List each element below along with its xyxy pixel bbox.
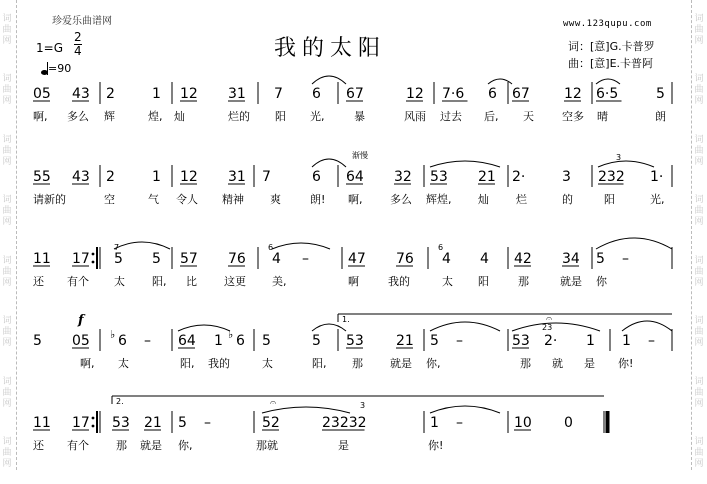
lyric: 阳 (478, 275, 489, 288)
note: 5 (656, 86, 665, 102)
slur (596, 79, 620, 84)
slur (178, 325, 230, 331)
note: 6·5 (596, 86, 619, 102)
watermark-text: 词 曲 网 (694, 316, 704, 349)
lyric: 有个 (67, 275, 89, 288)
lyric: 烂 (516, 193, 527, 206)
note: 1 (622, 333, 631, 349)
note: 2 (106, 169, 115, 185)
triplet-mark: 3 (616, 153, 622, 162)
lyric: 暴 (354, 110, 365, 123)
note: – (622, 251, 629, 267)
note: 6 (488, 86, 497, 102)
lyric: 请新的 (33, 193, 66, 206)
note: 76 (228, 251, 246, 267)
lyric: 令人 (176, 193, 198, 206)
slur (430, 161, 500, 167)
lyric: 灿 (174, 110, 185, 123)
time-numerator: 2 (74, 30, 82, 44)
slur (114, 242, 170, 249)
composer-credit: 曲：[意]E.卡普阿 (568, 57, 654, 70)
lyric: 啊, (348, 193, 363, 206)
note: 2· (544, 333, 558, 349)
lyric: 辉煌, (426, 193, 452, 206)
lyric: 那 (116, 439, 127, 452)
lyric: 光, (650, 193, 665, 206)
note: 6 (312, 169, 321, 185)
note: 34 (562, 251, 580, 267)
note: 5 (152, 251, 161, 267)
note: 21 (396, 333, 414, 349)
note: – (648, 333, 655, 349)
lyric: 阳, (180, 357, 195, 370)
repeat-dot (92, 425, 95, 428)
watermark-text: 词 曲 网 (694, 376, 704, 409)
forte-mark: f (78, 313, 84, 328)
watermark-text: 词 曲 网 (2, 255, 12, 288)
note: – (144, 333, 151, 349)
lyric: 空 (104, 193, 115, 206)
volta-one-label: 1. (342, 315, 350, 324)
note: 21 (478, 169, 496, 185)
note: 05 (72, 333, 90, 349)
note: 7 (274, 86, 283, 102)
note: 53 (430, 169, 448, 185)
lyric: 就是 (140, 439, 162, 452)
lyric: 我的 (208, 357, 230, 370)
note: 5 (312, 333, 321, 349)
note: 1 (214, 333, 223, 349)
lyric: 晴 (597, 110, 608, 123)
lyric: 多么 (390, 193, 412, 206)
note: 53 (512, 333, 530, 349)
note: 5 (430, 333, 439, 349)
time-denominator: 4 (74, 44, 82, 58)
lyric: 那 (352, 357, 363, 370)
note: 43 (72, 86, 90, 102)
note: 67 (512, 86, 530, 102)
note: 17 (72, 415, 90, 431)
lyric: 后, (484, 110, 499, 123)
lyric: 阳, (152, 275, 167, 288)
watermark-text: 词 曲 网 (694, 74, 704, 107)
note: 52 (262, 415, 280, 431)
lyric: 啊, (33, 110, 48, 123)
note: 11 (33, 251, 51, 267)
note: 12 (180, 169, 198, 185)
site-url[interactable]: www.123qupu.com (563, 19, 652, 29)
note: 1 (586, 333, 595, 349)
note: 55 (33, 169, 51, 185)
note: 21 (144, 415, 162, 431)
note: 2· (512, 169, 526, 185)
note: 05 (33, 86, 51, 102)
fermata-icon: 𝄐 (270, 396, 277, 409)
flat-sign: ♭ (228, 328, 234, 341)
note: 7 (262, 169, 271, 185)
grace-note: 6 (268, 243, 274, 252)
note: 3 (562, 169, 571, 185)
note: 1 (152, 169, 161, 185)
note: 53 (346, 333, 364, 349)
note: 5 (596, 251, 605, 267)
lyric: 就 (552, 357, 563, 370)
site-name-top: 珍爱乐曲谱网 (52, 16, 112, 27)
lyric: 美, (272, 275, 287, 288)
watermark-text: 词 曲 网 (694, 134, 704, 167)
flat-sign: ♭ (110, 328, 116, 341)
watermark-text: 词 曲 网 (694, 13, 704, 46)
lyric: 太 (262, 357, 273, 370)
repeat-dot (92, 261, 95, 264)
note: 0 (564, 415, 573, 431)
lyric: 你, (178, 439, 193, 452)
note: – (204, 415, 211, 431)
lyric: 我的 (388, 275, 410, 288)
note: 53 (112, 415, 130, 431)
note: – (456, 333, 463, 349)
volta-two-label: 2. (116, 397, 124, 406)
lyric: 你 (596, 275, 607, 288)
note: – (456, 415, 463, 431)
slur (430, 406, 500, 413)
note: 57 (180, 251, 198, 267)
repeat-dot (92, 253, 95, 256)
lyric: 辉 (104, 110, 115, 123)
note: 5 (178, 415, 187, 431)
lyric: 太 (114, 275, 125, 288)
lyric: 空多 (562, 110, 584, 123)
note: 7·6 (442, 86, 465, 102)
note: 12 (564, 86, 582, 102)
lyric: 啊 (348, 275, 359, 288)
note: 64 (346, 169, 364, 185)
note: 1· (650, 169, 664, 185)
watermark-text: 词 曲 网 (694, 437, 704, 470)
lyric: 多么 (67, 110, 89, 123)
note: 12 (406, 86, 424, 102)
note: 10 (514, 415, 532, 431)
lyric: 你, (426, 357, 441, 370)
lyric: 爽 (270, 193, 281, 206)
lyric: 就是 (560, 275, 582, 288)
slur (430, 322, 500, 331)
lyric: 朗 (655, 110, 666, 123)
slur (598, 161, 654, 167)
dim-mark: 渐慢 (352, 151, 368, 160)
lyric: 那 (518, 275, 529, 288)
lyric: 那就 (256, 439, 278, 452)
key-signature: 1=G (36, 41, 63, 55)
lyric: 灿 (478, 193, 489, 206)
repeat-dot (92, 417, 95, 420)
grace-note: 6 (438, 243, 444, 252)
lyric: 风雨 (404, 110, 426, 123)
watermark-text: 词 曲 网 (2, 437, 12, 470)
lyric: 那 (520, 357, 531, 370)
lyric: 太 (118, 357, 129, 370)
note: 43 (72, 169, 90, 185)
note: 4 (480, 251, 489, 267)
note: 5 (33, 333, 42, 349)
watermark-text: 词 曲 网 (2, 74, 12, 107)
note: 31 (228, 86, 246, 102)
note: 23232 (322, 415, 367, 431)
note: 6 (312, 86, 321, 102)
watermark-text: 词 曲 网 (2, 134, 12, 167)
watermark-text: 词 曲 网 (2, 316, 12, 349)
tempo-mark: =90 (41, 62, 71, 75)
watermark-text: 词 曲 网 (694, 255, 704, 288)
lyric: 光, (310, 110, 325, 123)
lyric: 烂的 (228, 110, 250, 123)
note: 76 (396, 251, 414, 267)
grace-note: 7 (114, 243, 120, 252)
slur (312, 159, 346, 167)
watermark-text: 词 曲 网 (2, 376, 12, 409)
slur (312, 324, 346, 331)
slur (596, 238, 672, 249)
note: 5 (262, 333, 271, 349)
note: 64 (178, 333, 196, 349)
lyric: 精神 (222, 193, 244, 206)
note: 42 (514, 251, 532, 267)
lyric: 过去 (440, 110, 462, 123)
lyric: 朗! (310, 193, 326, 206)
slur (312, 76, 346, 84)
slur (622, 321, 672, 331)
lyric: 煌, (148, 110, 163, 123)
note: 5 (114, 251, 123, 267)
note: 6 (236, 333, 245, 349)
lyric: 阳, (312, 357, 327, 370)
lyric: 的 (562, 193, 573, 206)
lyric: 还 (33, 275, 44, 288)
note: – (302, 251, 309, 267)
lyric: 是 (338, 439, 349, 452)
watermark-text: 词 曲 网 (2, 195, 12, 228)
lyricist-credit: 词：[意]G.卡普罗 (568, 40, 655, 53)
note: 2 (106, 86, 115, 102)
lyric: 天 (523, 110, 534, 123)
lyric: 就是 (390, 357, 412, 370)
note: 67 (346, 86, 364, 102)
note: 17 (72, 251, 90, 267)
triplet-mark: 3 (360, 401, 366, 410)
note: 6 (118, 333, 127, 349)
grace-note: 23 (542, 323, 553, 332)
slur (272, 243, 330, 249)
page-title: 我的太阳 (274, 36, 387, 61)
note: 4 (272, 251, 281, 267)
lyric: 有个 (67, 439, 89, 452)
lyric: 阳 (604, 193, 615, 206)
lyric: 这更 (224, 275, 246, 288)
lyric: 啊, (80, 357, 95, 370)
watermark-text: 词 曲 网 (694, 195, 704, 228)
lyric: 气 (148, 193, 159, 206)
note: 31 (228, 169, 246, 185)
lyric: 还 (33, 439, 44, 452)
lyric: 阳 (275, 110, 286, 123)
note: 4 (442, 251, 451, 267)
fermata-icon: 𝄐 (546, 312, 553, 325)
note: 47 (348, 251, 366, 267)
lyric: 你! (618, 357, 634, 370)
watermark-text: 词 曲 网 (2, 13, 12, 46)
note: 232 (598, 169, 625, 185)
lyric: 你! (428, 439, 444, 452)
lyric: 太 (442, 275, 453, 288)
note: 32 (394, 169, 412, 185)
lyric: 是 (584, 357, 595, 370)
note: 1 (152, 86, 161, 102)
slur (512, 323, 600, 331)
note: 11 (33, 415, 51, 431)
note: 1 (430, 415, 439, 431)
note: 12 (180, 86, 198, 102)
lyric: 比 (186, 275, 197, 288)
